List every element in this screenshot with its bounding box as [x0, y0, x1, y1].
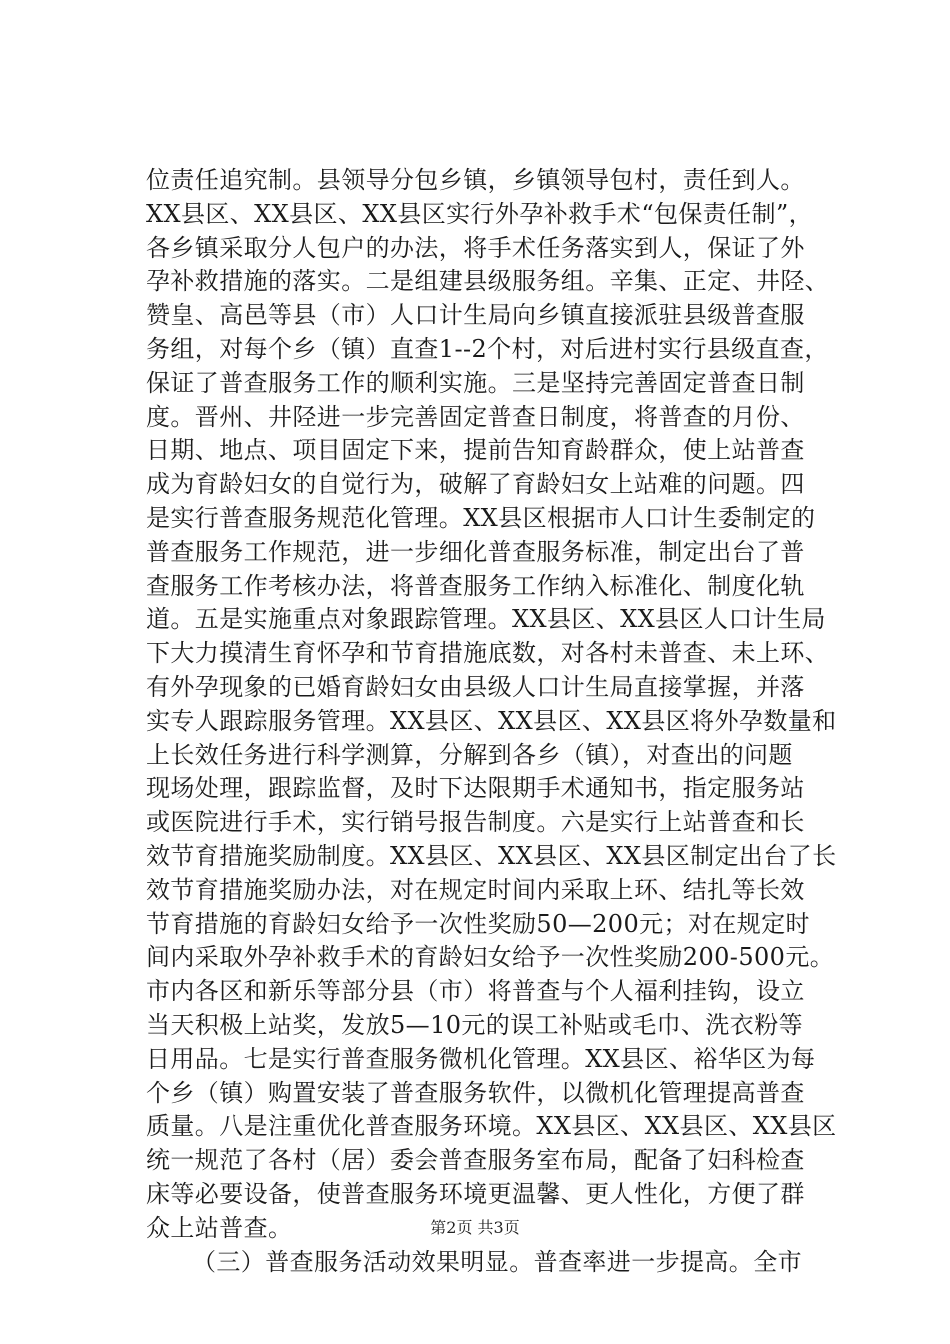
text-line: 有外孕现象的已婚育龄妇女由县级人口计生局直接掌握，并落: [146, 672, 805, 701]
text-line: 或医院进行手术，实行销号报告制度。六是实行上站普查和长: [146, 808, 805, 837]
section-heading-line: （三）普查服务活动效果明显。普查率进一步提高。全市: [192, 1247, 802, 1276]
text-line: 实专人跟踪服务管理。XX县区、XX县区、XX县区将外孕数量和: [146, 706, 837, 735]
text-line: 普查服务工作规范，进一步细化普查服务标准，制定出台了普: [146, 537, 805, 566]
text-line: 各乡镇采取分人包户的办法，将手术任务落实到人，保证了外: [146, 233, 805, 262]
text-line: 众上站普查。: [146, 1213, 293, 1242]
text-line: XX县区、XX县区、XX县区实行外孕补救手术“包保责任制”，: [146, 199, 814, 228]
text-line: 上长效任务进行科学测算，分解到各乡（镇），对查出的问题: [146, 740, 793, 769]
text-line: 日用品。七是实行普查服务微机化管理。XX县区、裕华区为每: [146, 1044, 816, 1073]
text-line: 日期、地点、项目固定下来，提前告知育龄群众，使上站普查: [146, 436, 805, 465]
text-line: 下大力摸清生育怀孕和节育措施底数，对各村未普查、未上环、: [146, 639, 830, 668]
text-line: 个乡（镇）购置安装了普查服务软件，以微机化管理提高普查: [146, 1078, 805, 1107]
text-line: 质量。八是注重优化普查服务环境。XX县区、XX县区、XX县区: [146, 1112, 837, 1141]
body-text: [146, 164, 836, 1279]
page-number: 第2页 共3页: [430, 1218, 520, 1237]
text-line: 孕补救措施的落实。二是组建县级服务组。辛集、正定、井陉、: [146, 267, 830, 296]
text-line: 效节育措施奖励制度。XX县区、XX县区、XX县区制定出台了长: [146, 841, 837, 870]
text-line: 是实行普查服务规范化管理。XX县区根据市人口计生委制定的: [146, 503, 816, 532]
text-line: 市内各区和新乐等部分县（市）将普查与个人福利挂钩，设立: [146, 977, 805, 1006]
text-line: 效节育措施奖励办法，对在规定时间内采取上环、结扎等长效: [146, 875, 805, 904]
text-line: 统一规范了各村（居）委会普查服务室布局，配备了妇科检查: [146, 1146, 805, 1175]
page-footer: [0, 1218, 950, 1238]
text-line: 成为育龄妇女的自觉行为，破解了育龄妇女上站难的问题。四: [146, 470, 805, 499]
text-line: 床等必要设备，使普查服务环境更温馨、更人性化，方便了群: [146, 1179, 805, 1208]
text-line: 现场处理，跟踪监督，及时下达限期手术通知书，指定服务站: [146, 774, 805, 803]
text-line: 位责任追究制。县领导分包乡镇，乡镇领导包村，责任到人。: [146, 166, 805, 194]
text-line: 道。五是实施重点对象跟踪管理。XX县区、XX县区人口计生局: [146, 605, 826, 634]
text-line: 节育措施的育龄妇女给予一次性奖励50—200元；对在规定时: [146, 909, 810, 938]
text-line: 间内采取外孕补救手术的育龄妇女给予一次性奖励200-500元。: [146, 943, 835, 972]
text-line: 当天积极上站奖，发放5—10元的误工补贴或毛巾、洗衣粉等: [146, 1010, 804, 1039]
text-line: 查服务工作考核办法，将普查服务工作纳入标准化、制度化轨: [146, 571, 805, 600]
text-line: 度。晋州、井陉进一步完善固定普查日制度，将普查的月份、: [146, 402, 805, 431]
text-line: 务组，对每个乡（镇）直查1--2个村，对后进村实行县级直查，: [146, 334, 829, 363]
text-line: 赞皇、高邑等县（市）人口计生局向乡镇直接派驻县级普查服: [146, 301, 805, 330]
text-line: 保证了普查服务工作的顺利实施。三是坚持完善固定普查日制: [146, 368, 805, 397]
